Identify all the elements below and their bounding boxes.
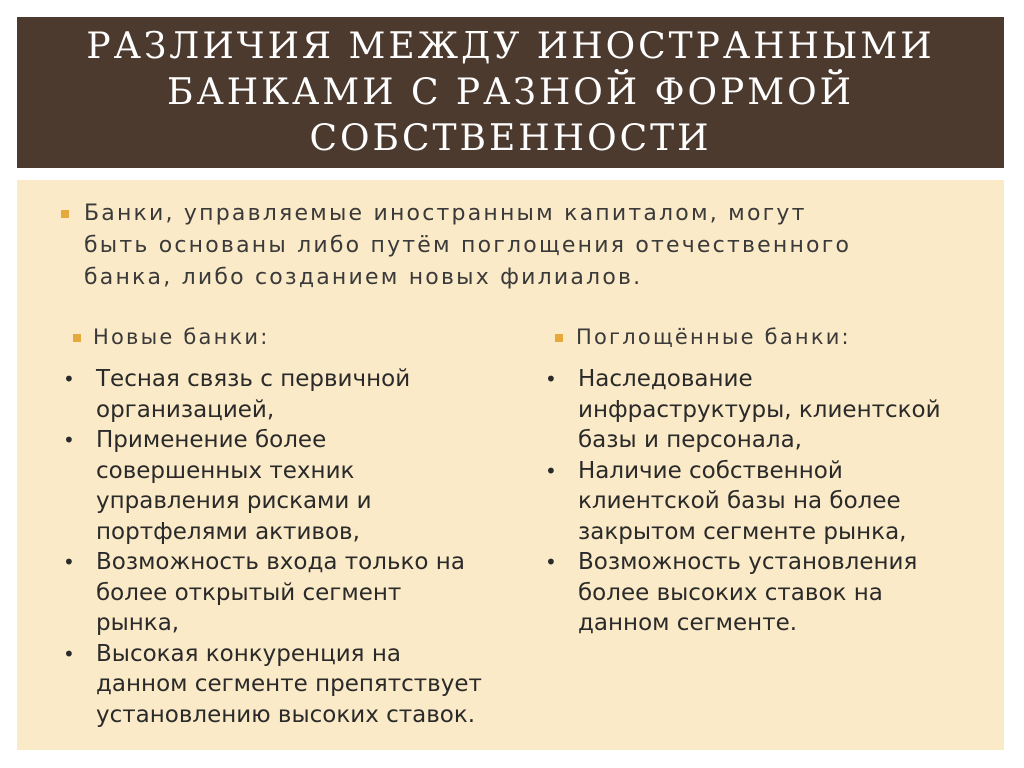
left-bullet-list	[63, 364, 482, 730]
bullet-item	[63, 547, 482, 639]
square-bullet-icon	[555, 334, 563, 342]
square-bullet-icon	[73, 334, 81, 342]
intro-line: банка, либо созданием новых филиалов.	[84, 265, 643, 290]
bullet-item-line: базы и персонала,	[578, 427, 802, 453]
bullet-dot-icon: •	[63, 641, 75, 666]
bullet-item-line: портфелями активов,	[96, 518, 360, 545]
square-bullet-icon	[61, 210, 69, 218]
intro-line: быть основаны либо путём поглощения отечественного	[84, 233, 852, 258]
right-column-heading: Поглощённые банки:	[576, 325, 851, 349]
bullet-item	[545, 364, 941, 456]
title-bar	[17, 17, 1004, 168]
bullet-item	[63, 364, 482, 425]
bullet-item-line: данном сегменте.	[578, 610, 798, 636]
slide-title-line-1: РАЗЛИЧИЯ МЕЖДУ ИНОСТРАННЫМИ	[86, 25, 935, 67]
bullet-item-line: Возможность входа только на	[96, 549, 465, 575]
bullet-item-line: установлению высоких ставок.	[96, 701, 476, 728]
bullet-item-line: Наследование	[578, 366, 753, 392]
bullet-item-line: клиентской базы на более	[578, 488, 901, 514]
bullet-item-line: более открытый сегмент	[96, 579, 402, 606]
bullet-item	[545, 456, 941, 548]
slide-title-line-2: БАНКАМИ С РАЗНОЙ ФОРМОЙ	[167, 71, 854, 113]
slide-title-line-3: СОБСТВЕННОСТИ	[309, 117, 712, 159]
intro-paragraph	[84, 198, 984, 294]
bullet-item	[63, 425, 482, 547]
bullet-item-line: Возможность установления	[578, 549, 918, 575]
bullet-dot-icon: •	[545, 458, 557, 483]
bullet-item-line: Высокая конкуренция на	[96, 640, 401, 667]
left-column-heading: Новые банки:	[93, 325, 270, 349]
bullet-dot-icon: •	[545, 367, 557, 391]
bullet-item-line: более высоких ставок на	[578, 579, 883, 606]
bullet-item-line: организацией,	[96, 396, 275, 423]
bullet-item-line: рынка,	[96, 610, 180, 636]
bullet-item-line: совершенных техник	[96, 457, 355, 484]
bullet-item-line: управления рисками и	[96, 488, 372, 514]
bullet-dot-icon: •	[63, 550, 75, 574]
bullet-item-line: инфраструктуры, клиентской	[578, 396, 941, 423]
bullet-item	[63, 639, 482, 731]
intro-line: Банки, управляемые иностранным капиталом, могут	[84, 201, 807, 226]
bullet-item-line: данном сегменте препятствует	[96, 671, 482, 697]
bullet-item-line: Наличие собственной	[578, 457, 843, 484]
right-bullet-list	[545, 364, 941, 639]
bullet-item-line: закрытом сегменте рынка,	[578, 518, 907, 545]
bullet-item-line: Тесная связь с первичной	[96, 366, 411, 392]
bullet-item	[545, 547, 941, 639]
bullet-dot-icon: •	[545, 550, 557, 574]
bullet-item-line: Применение более	[96, 427, 327, 453]
bullet-dot-icon: •	[63, 367, 75, 391]
bullet-dot-icon: •	[63, 428, 75, 452]
